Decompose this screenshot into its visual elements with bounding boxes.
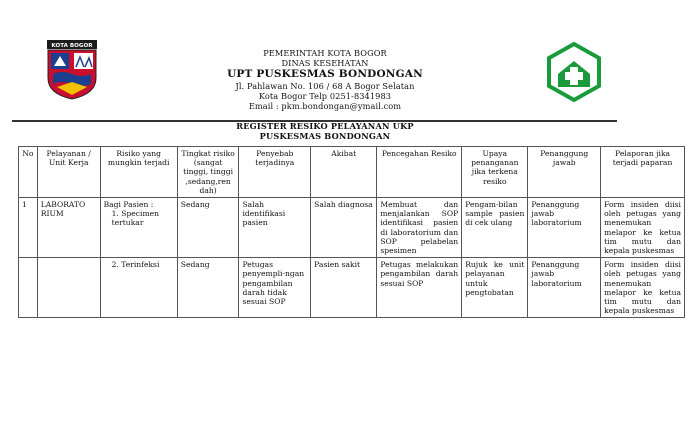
col-header-handling: Upaya penanganan jika terkena resiko [462, 147, 528, 198]
document-title-line-2: PUSKESMAS BONDONGAN [259, 131, 391, 141]
puskesmas-logo [544, 42, 604, 102]
col-header-report: Pelaporan jika terjadi paparan [601, 147, 685, 198]
cell-prevention: Petugas melakukan pengambilan darah sesuai SOP [377, 258, 462, 318]
letterhead-line-government: PEMERINTAH KOTA BOGOR [263, 48, 387, 58]
cell-level: Sedang [177, 198, 239, 258]
letterhead-line-department: DINAS KESEHATAN [281, 58, 369, 68]
letterhead-line-institution: UPT PUSKESMAS BONDONGAN [227, 68, 423, 80]
risk-register-table [18, 146, 685, 318]
kota-bogor-logo [47, 40, 97, 100]
cell-no: 1 [19, 198, 38, 258]
col-header-cause: Penyebab terjadinya [239, 147, 311, 198]
cell-cause: Petugas penyempli-ngan pengambilan darah tidak sesuai SOP [239, 258, 311, 318]
cell-effect: Pasien sakit [311, 258, 377, 318]
col-header-prevention: Pencegahan Resiko [377, 147, 462, 198]
cell-level: Sedang [177, 258, 239, 318]
svg-text:KOTA BOGOR: KOTA BOGOR [51, 43, 93, 49]
col-header-no: No [19, 147, 38, 198]
cell-report: Form insiden diisi oleh petugas yang menemukan melapor ke ketua tim mutu dan kepala puskesmas [601, 258, 685, 318]
cell-unit: LABORATO RIUM [37, 198, 100, 258]
letterhead [160, 48, 490, 111]
col-header-level: Tingkat risiko (sangat tinggi, tinggi ,sedang,ren dah) [177, 147, 239, 198]
cell-no [19, 258, 38, 318]
cell-pic: Penanggung jawab laboratorium [528, 198, 601, 258]
cell-risk-heading: Bagi Pasien : [103, 200, 154, 210]
col-header-unit: Pelayanan / Unit Kerja [37, 147, 100, 198]
col-header-pic: Penanggung jawab [528, 147, 601, 198]
document-title [160, 121, 490, 141]
letterhead-line-address: Jl. Pahlawan No. 106 / 68 A Bogor Selatan [235, 81, 415, 91]
cell-report: Form insiden diisi oleh petugas yang menemukan melapor ke ketua tim mutu dan kepala puskesmas [601, 198, 685, 258]
cell-effect: Salah diagnosa [311, 198, 377, 258]
cell-prevention: Membuat dan menjalankan SOP identifikasi pasien di laboratorium dan SOP pelabelan spesimen [377, 198, 462, 258]
col-header-risk: Risiko yang mungkin terjadi [100, 147, 177, 198]
cell-unit [37, 258, 100, 318]
cell-risk-item: 2. Terinfeksi [111, 260, 160, 270]
cell-handling: Pengam-bilan sample pasien di cek ulang [462, 198, 528, 258]
document-title-line-1: REGISTER RESIKO PELAYANAN UKP [236, 121, 414, 131]
kota-bogor-crest-icon [47, 40, 97, 100]
letterhead-line-phone: Kota Bogor Telp 0251-8341983 [258, 91, 392, 101]
cell-handling: Rujuk ke unit pelayanan untuk pengtobatan [462, 258, 528, 318]
cell-risk-item: 1. Specimen tertukar [111, 209, 160, 228]
cell-risk [100, 258, 177, 318]
cell-risk [100, 198, 177, 258]
table-row [19, 258, 685, 318]
col-header-effect: Akibat [311, 147, 377, 198]
letterhead-line-email: Email : pkm.bondongan@ymail.com [248, 101, 402, 111]
table-row [19, 198, 685, 258]
cell-cause: Salah identifikasi pasien [239, 198, 311, 258]
table-header-row [19, 147, 685, 198]
puskesmas-cross-house-icon [544, 42, 604, 102]
cell-pic: Penanggung jawab laboratorium [528, 258, 601, 318]
